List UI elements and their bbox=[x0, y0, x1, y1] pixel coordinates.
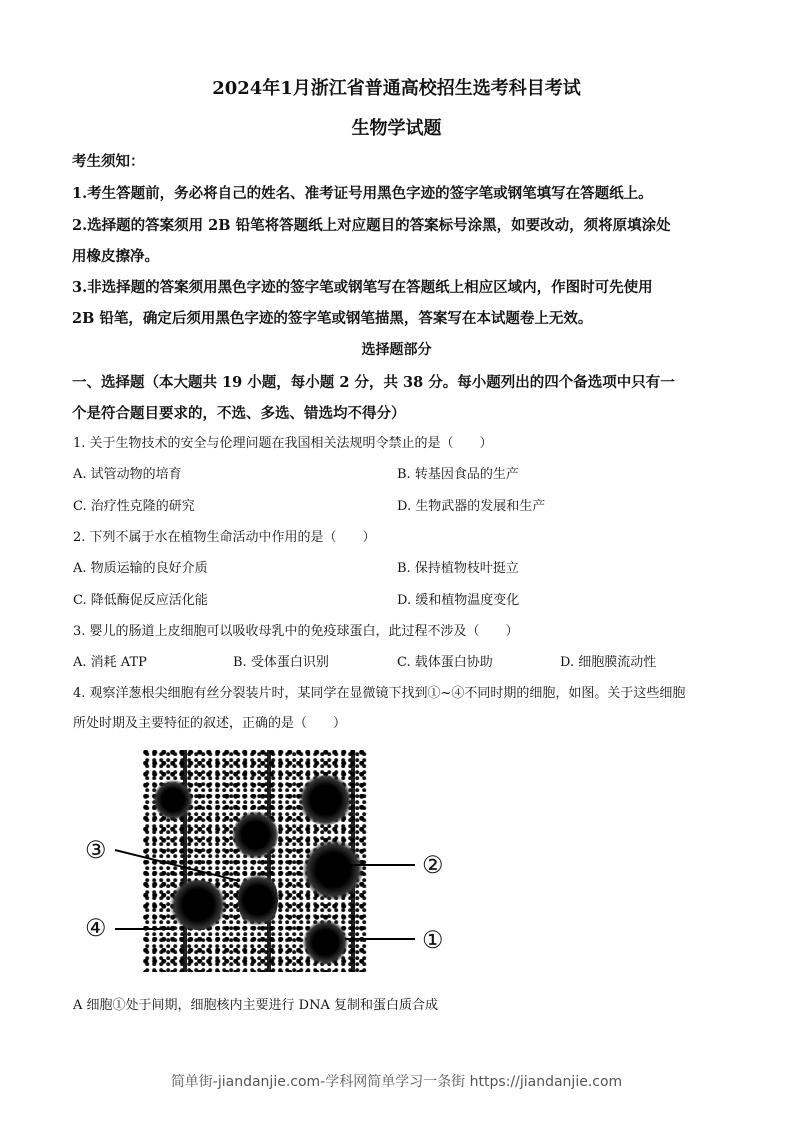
part-instructions: 个是符合题目要求的，不选、多选、错选均不得分） bbox=[72, 405, 406, 422]
question-3-stem: 3. 婴儿的肠道上皮细胞可以吸收母乳中的免疫球蛋白，此过程不涉及（ ） bbox=[73, 624, 519, 639]
question-option: A. 消耗 ATP bbox=[73, 655, 147, 670]
notice-line: 2.选择题的答案须用 2B 铅笔将答题纸上对应题目的答案标号涂黑，如要改动，须将原填涂处 bbox=[72, 217, 671, 234]
question-option: B. 受体蛋白识别 bbox=[233, 655, 329, 670]
notice-line: 1.考生答题前，务必将自己的姓名、准考证号用黑色字迹的签字笔或钢笔填写在答题纸上。 bbox=[72, 185, 653, 202]
question-4-stem: 4. 观察洋葱根尖细胞有丝分裂装片时，某同学在显微镜下找到①~④不同时期的细胞，如图。关于这些细胞 bbox=[73, 686, 686, 701]
cell-label-1: ① bbox=[422, 926, 444, 954]
exam-title: 2024年1月浙江省普通高校招生选考科目考试 bbox=[212, 78, 581, 99]
cell-label-2: ② bbox=[422, 851, 444, 879]
question-option: D. 生物武器的发展和生产 bbox=[397, 499, 546, 514]
question-4-stem: 所处时期及主要特征的叙述，正确的是（ ） bbox=[73, 716, 347, 731]
question-option: A 细胞①处于间期，细胞核内主要进行 DNA 复制和蛋白质合成 bbox=[73, 998, 438, 1013]
cell-label-3: ③ bbox=[85, 836, 107, 864]
question-option: B. 转基因食品的生产 bbox=[397, 467, 519, 482]
question-option: B. 保持植物枝叶挺立 bbox=[397, 561, 519, 576]
notice-line: 用橡皮擦净。 bbox=[72, 248, 159, 265]
question-2-stem: 2. 下列不属于水在植物生命活动中作用的是（ ） bbox=[73, 530, 376, 545]
question-option: C. 治疗性克隆的研究 bbox=[73, 499, 195, 514]
question-option: C. 载体蛋白协助 bbox=[397, 655, 493, 670]
notice-line: 2B 铅笔，确定后须用黑色字迹的签字笔或钢笔描黑，答案写在本试题卷上无效。 bbox=[72, 310, 593, 327]
question-option: C. 降低酶促反应活化能 bbox=[73, 593, 208, 608]
cell-label-4: ④ bbox=[85, 914, 107, 942]
section-heading: 选择题部分 bbox=[361, 342, 432, 358]
notice-line: 3.非选择题的答案须用黑色字迹的签字笔或钢笔写在答题纸上相应区域内，作图时可先使用 bbox=[72, 279, 653, 296]
question-option: A. 试管动物的培育 bbox=[73, 467, 182, 482]
pointer-line bbox=[345, 938, 415, 940]
footer-watermark: 简单街-jiandanjie.com-学科网简单学习一条街 https://jiandanjie.com bbox=[170, 1074, 623, 1090]
question-1-stem: 1. 关于生物技术的安全与伦理问题在我国相关法规明令禁止的是（ ） bbox=[73, 436, 493, 451]
micrograph-image bbox=[143, 750, 368, 972]
question-option: D. 细胞膜流动性 bbox=[560, 655, 657, 670]
notice-heading: 考生须知： bbox=[72, 153, 145, 170]
exam-subtitle: 生物学试题 bbox=[351, 118, 442, 139]
pointer-line bbox=[115, 928, 175, 930]
question-option: D. 缓和植物温度变化 bbox=[397, 593, 520, 608]
question-option: A. 物质运输的良好介质 bbox=[73, 561, 208, 576]
pointer-line bbox=[340, 864, 415, 866]
part-instructions: 一、选择题（本大题共 19 小题，每小题 2 分，共 38 分。每小题列出的四个备选项中只有一 bbox=[72, 374, 675, 391]
